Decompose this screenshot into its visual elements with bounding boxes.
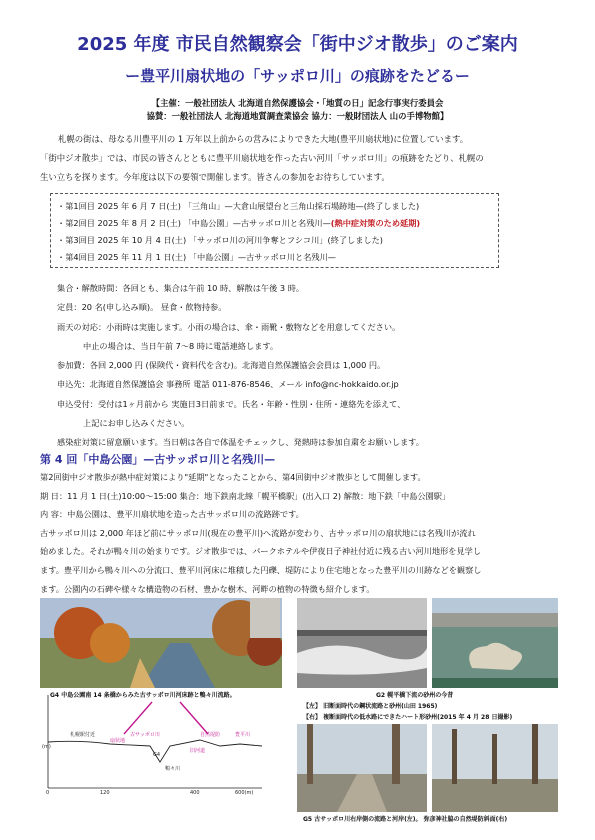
photo-g4	[40, 598, 282, 688]
section-note: 第2回街中ジオ散歩が熱中症対策により"延期"となったことから、第4回街中ジオ散歩として開催します。	[40, 472, 426, 482]
fee: 参加費：各回 2,000 円 (保険代・資料代を含む)。北海道自然保護協会会員は 1,000 円。	[57, 360, 386, 371]
section-content: ます。豊平川から鴨々川への分流口、豊平川河床に堆積した円礫、堤防により住宅地となった豊平川の川跡などを観察し	[40, 564, 482, 575]
page-title: 2025 年度 市民自然観察会「街中ジオ散歩」のご案内	[77, 34, 518, 55]
schedule-box	[50, 193, 499, 268]
intro-text	[40, 130, 560, 187]
sponsor-line: 協賛：一般社団法人 北海道地質調査業協会 協力：一般財団法人 山の手博物館】	[146, 111, 449, 121]
profile-axis-label: (m)	[42, 744, 51, 750]
caption-g2: G2 幌平橋下流の砂州の今昔	[376, 692, 454, 699]
profile-label: 古サッポロ川	[130, 732, 160, 738]
section-heading: 第 4 回「中島公園」—古サッポロ川と名残川—	[40, 453, 276, 466]
apply-period: 申込受付：受付は1ヶ月前から 実施日3日前まで。氏名・年齢・性別・住所・連絡先を添えて、	[57, 398, 406, 409]
page-subtitle: ー豊平川扇状地の「サッポロ川」の痕跡をたどるー	[125, 67, 470, 85]
caption-g2-right: 【右】 複断面時代の低水路にできたハート形砂州(2015 年 4 月 28 日撮影)	[303, 714, 513, 721]
infection-note: 感染症対策に留意願います。当日朝は各自で体温をチェックし、発熱時は参加自粛をお願いします。	[57, 437, 424, 448]
rain-policy: 雨天の対応：小雨時は実施します。小雨の場合は、傘・雨靴・敷物などを用意してください。	[57, 321, 401, 332]
photo-g5-right	[432, 724, 558, 812]
schedule-item: ・第2回目 2025 年 8 月 2 日(土) 「中島公園」—古サッポロ川と名残川—(熱中症対策のため延期)	[57, 218, 421, 228]
profile-tick: 400	[190, 790, 200, 796]
profile-label: 扇状地	[110, 738, 126, 744]
intro-line: 札幌の街は、母なる川豊平川の 1 万年以上前からの営みによりできた大地(豊平川扇状地)に位置しています。	[58, 134, 469, 144]
capacity: 定員：20 名(申し込み順)。 昼食・飲物持参。	[57, 302, 227, 313]
photo-g5-left	[297, 724, 427, 812]
section-content: ます。公園内の石碑や様々な構造物の石材、豊かな樹木、河畔の植物の特徴も紹介します。	[40, 583, 375, 594]
schedule-item: ・第1回目 2025 年 6 月 7 日(土) 「三角山」—大倉山展望台と三角山採石場跡地—(終了しました)	[57, 201, 420, 211]
profile-tick: 0	[46, 790, 50, 796]
profile-label: G4	[153, 752, 161, 758]
caption-g2-left: 【左】 旧断面時代の鋼状流路と砂州(山田 1965)	[303, 703, 438, 710]
profile-label: 豊平川	[235, 732, 251, 738]
section-content: 古サッポロ川は 2,000 年ほど前にサッポロ川(現在の豊平川)へ流路が変わり、古サッポロ川の扇状地には名残川が流れ	[40, 527, 476, 538]
profile-label: 自然堤防	[200, 732, 221, 738]
photo-g2-historical	[297, 598, 427, 688]
organizer-line: 【主催：一般社団法人 北海道自然保護協会・「地質の日」記念行事実行委員会	[151, 98, 444, 108]
profile-tick: 120	[100, 790, 110, 796]
profile-tick: 600(m)	[235, 790, 254, 796]
schedule-item: ・第3回目 2025 年 10 月 4 日(土) 「サッポロ川の河川争奪とフシコ川」(終了しました)	[57, 235, 383, 245]
apply-contact: 申込先：北海道自然保護協会 事務所 電話 011-876-8546、メール info@nc-hokkaido.or.jp	[57, 379, 399, 390]
profile-label: 札幌駅付近	[70, 732, 96, 738]
event-details	[57, 279, 557, 453]
cancel-policy: 中止の場合は、当日午前 7～8 時に電話連絡します。	[83, 340, 279, 351]
caption-g5: G5 古サッポロ川右岸側の流路と河岸(左)。 弥彦神社脇の自然堤防斜面(右)	[303, 816, 508, 823]
gathering-time: 集合・解散時間：各回とも、集合は午前 10 時、解散は午後 3 時。	[57, 283, 305, 293]
intro-line: 生い立ちを探ります。今年度は以下の要領で開催します。皆さんの参加をお待ちしています。	[40, 172, 390, 182]
photo-g2-recent	[432, 598, 558, 688]
profile-label: 旧河道	[190, 748, 206, 754]
section-content: 内 容：中島公園は、豊平川扇状地を造った古サッポロ川の流路跡です。	[40, 509, 304, 520]
section-date: 期 日：11 月 1 日(土)10:00～15:00 集合：地下鉄南北線「幌平橋駅」(出入口 2) 解散：地下鉄「中島公園駅」	[40, 490, 451, 501]
intro-line: 「街中ジオ散歩」では、市民の皆さんとともに豊平川扇状地を作った古い河川「サッポロ川」の痕跡をたどり、札幌の	[40, 153, 484, 163]
cross-section-diagram	[40, 690, 270, 796]
caption-g4: G4 中島公園南 14 条橋からみた古サッポロ川河床跡と鴨々川流路。	[50, 692, 236, 699]
postponed-note: (熱中症対策のため延期)	[330, 218, 421, 228]
section-content: 始めました。それが鴨々川の始まりです。ジオ散歩では、パークホテルや伊夜日子神社付近に残る古い河川地形を見学し	[40, 546, 482, 557]
profile-label: 鴨々川	[165, 766, 181, 772]
section-body	[40, 468, 560, 598]
schedule-item: ・第4回目 2025 年 11 月 1 日(土) 「中島公園」—古サッポロ川と名残川—	[57, 252, 336, 262]
apply-note: 上記にお申し込みください。	[83, 418, 190, 429]
